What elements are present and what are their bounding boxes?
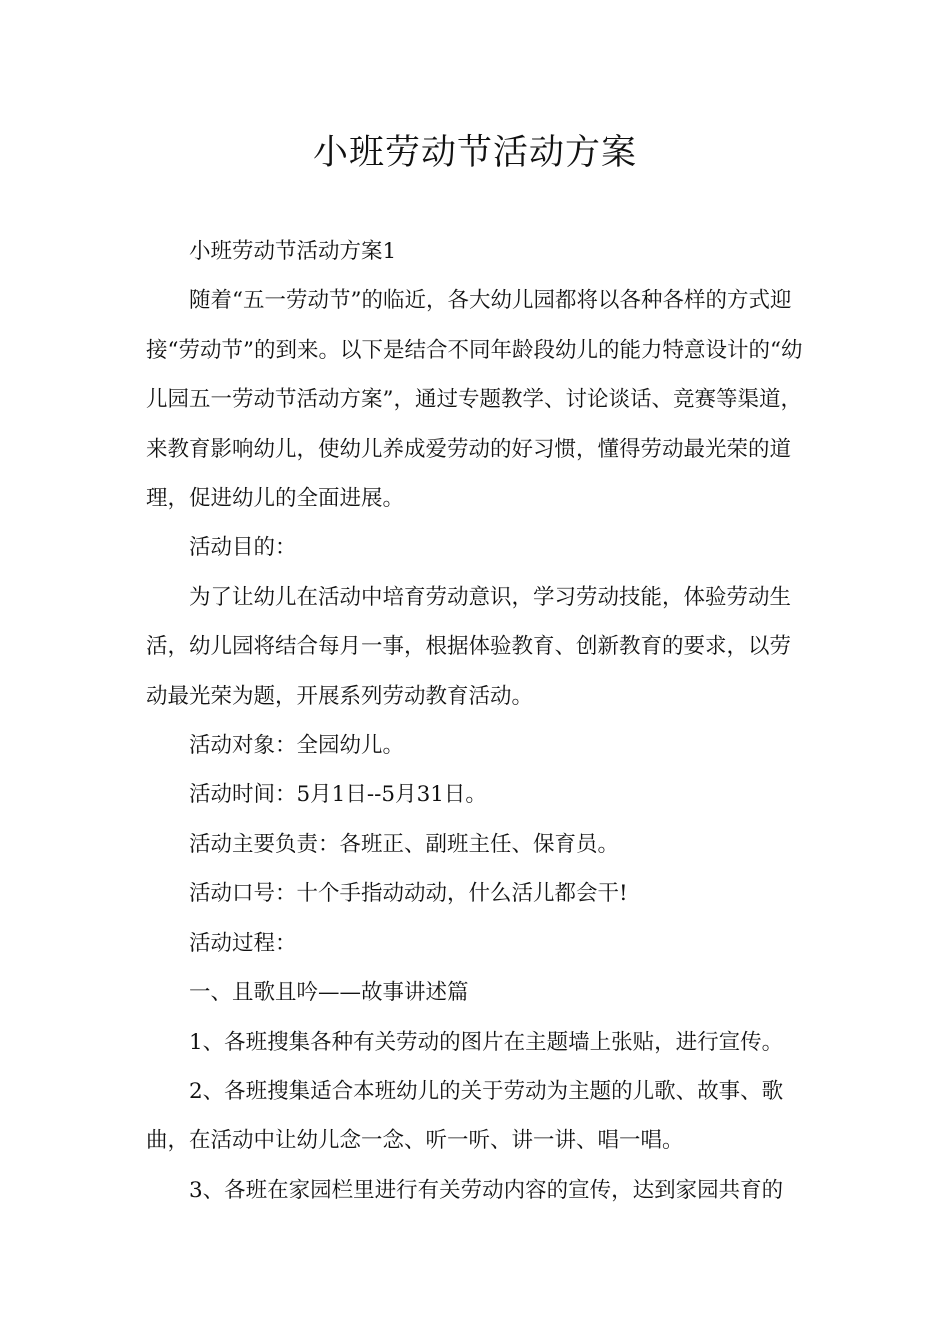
document-body [146, 227, 812, 1215]
section-heading: 小班劳动节活动方案1 [189, 239, 397, 264]
list-item: 3、各班在家园栏里进行有关劳动内容的宣传，达到家园共育的 [189, 1177, 784, 1203]
list-item: 2、各班搜集适合本班幼儿的关于劳动为主题的儿歌、故事、歌曲，在活动中让幼儿念一念、听一听、讲一讲、唱一唱。 [146, 1078, 784, 1154]
intro-paragraph: 随着“五一劳动节”的临近，各大幼儿园都将以各种各样的方式迎接“劳动节”的到来。以下是结合不同年龄段幼儿的能力特意设计的“幼儿园五一劳动节活动方案”，通过专题教学、讨论谈话、竞赛等渠道，来教育影响幼儿，使幼儿养成爱劳动的好习惯，懂得劳动最光荣的道理，促进幼儿的全面进展。 [146, 288, 803, 512]
list-item: 1、各班搜集各种有关劳动的图片在主题墙上张贴，进行宣传。 [189, 1029, 784, 1055]
process-heading: 活动过程： [189, 930, 297, 956]
document-title: 小班劳动节活动方案 [312, 133, 637, 173]
responsible-line: 活动主要负责：各班正、副班主任、保育员。 [189, 831, 620, 857]
subsection-heading: 一、且歌且吟——故事讲述篇 [189, 980, 469, 1006]
slogan-line: 活动口号：十个手指动动动，什么活儿都会干! [189, 881, 628, 907]
purpose-paragraph: 为了让幼儿在活动中培育劳动意识，学习劳动技能，体验劳动生活，幼儿园将结合每月一事，根据体验教育、创新教育的要求，以劳动最光荣为题，开展系列劳动教育活动。 [146, 584, 792, 709]
target-line: 活动对象：全园幼儿。 [189, 733, 405, 759]
time-line: 活动时间：5月1日--5月31日。 [189, 782, 487, 808]
purpose-heading: 活动目的： [189, 535, 297, 561]
